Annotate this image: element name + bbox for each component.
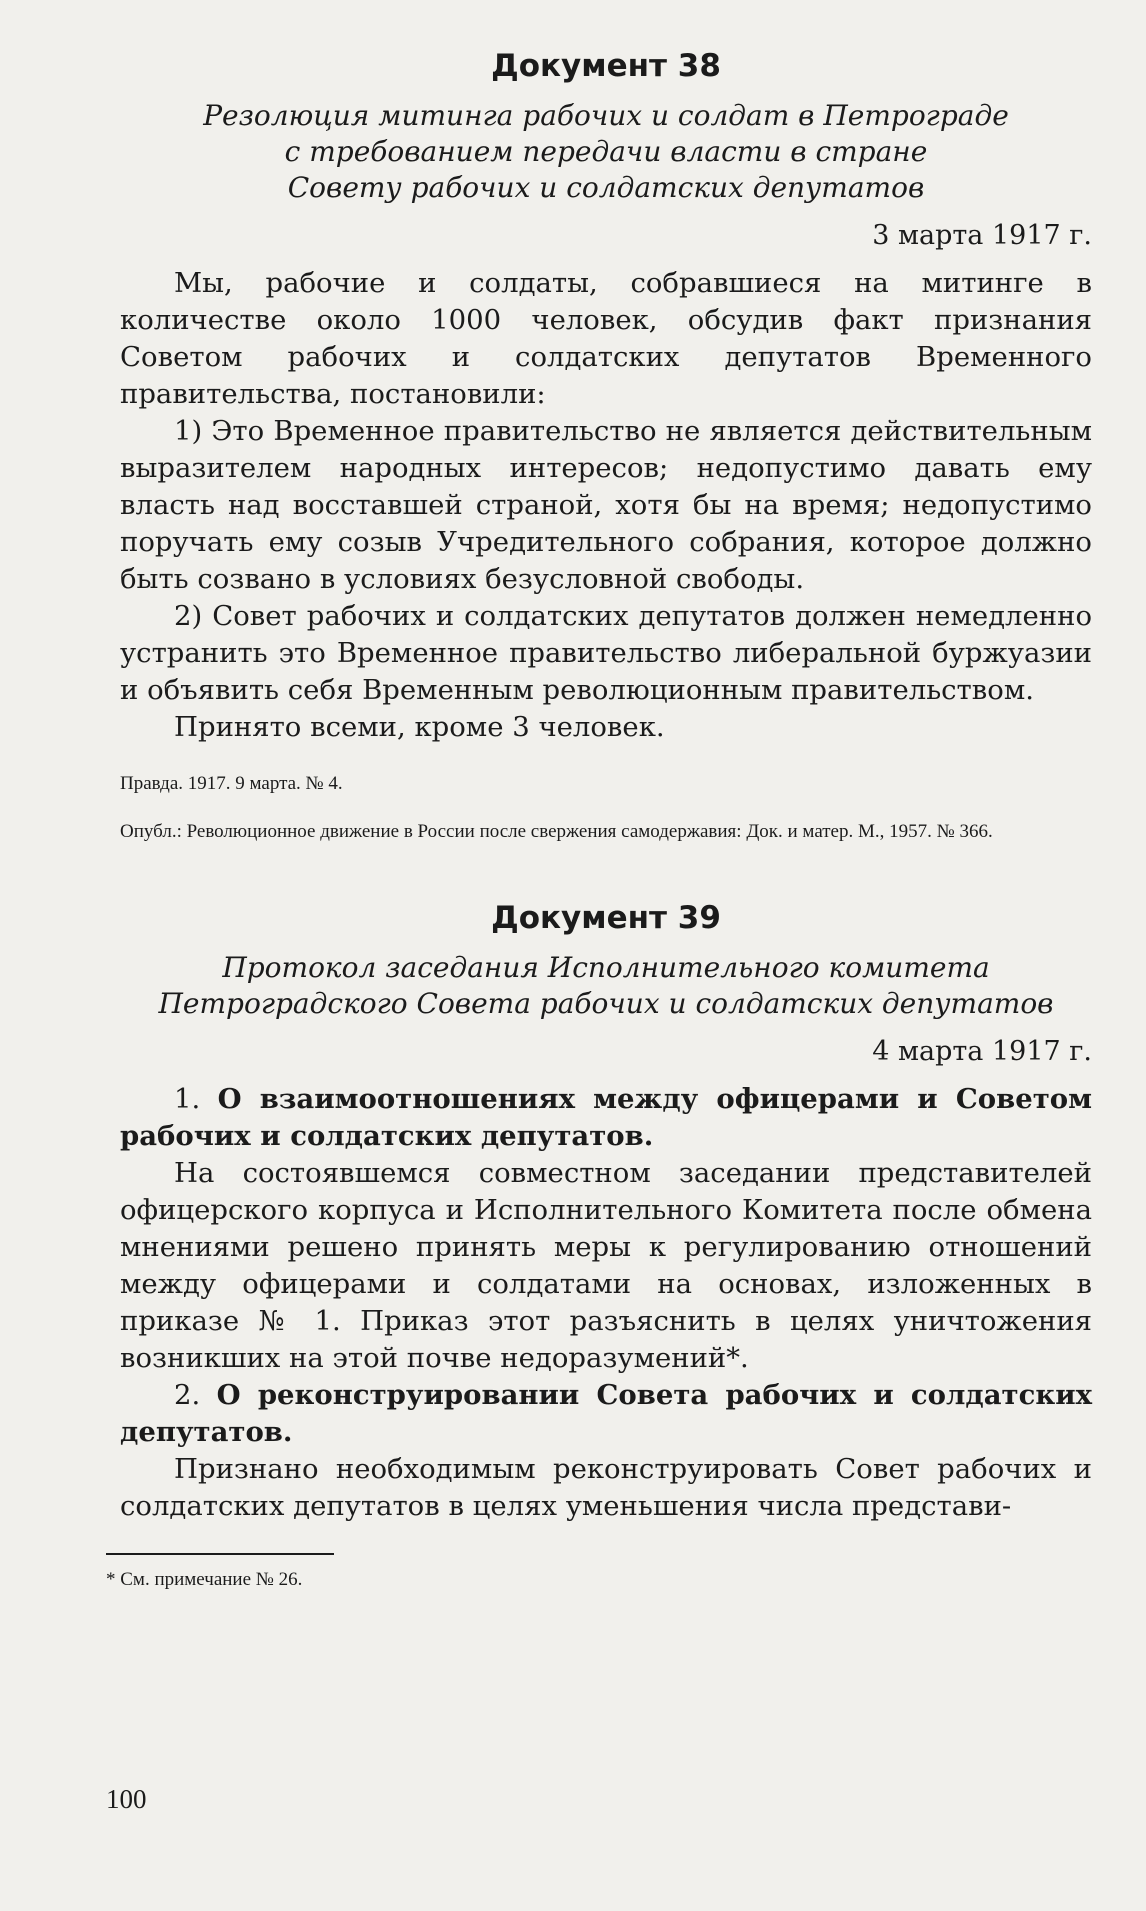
paragraph: 2) Совет рабочих и солдатских депутатов должен немедленно устранить это Временное правительство либеральной буржуазии и объявить себя Временным революционным правительством. (120, 600, 1092, 706)
publication-citation: Опубл.: Революционное движение в России после свержения самодержавия: Док. и матер. М., 1957. № 366. (120, 821, 993, 842)
document-39 (120, 900, 1092, 1525)
document-39-date: 4 марта 1917 г. (872, 1036, 1092, 1067)
document-39-title: Документ 39 (491, 900, 721, 936)
section-number: 2. (174, 1379, 217, 1411)
page-number: 100 (106, 1784, 147, 1814)
paragraph: Признано необходимым реконструировать Совет рабочих и солдатских депутатов в целях уменьшения числа представи- (120, 1453, 1092, 1522)
subtitle-line: с требованием передачи власти в стране (284, 135, 928, 168)
document-39-subtitle (120, 950, 1092, 1022)
subtitle-line: Совету рабочих и солдатских депутатов (287, 171, 925, 204)
footnote: * См. примечание № 26. (106, 1569, 303, 1590)
source-citation: Правда. 1917. 9 марта. № 4. (120, 773, 343, 794)
document-page (106, 48, 1092, 1591)
paragraph: На состоявшемся совместном заседании представителей офицерского корпуса и Исполнительного Комитета после обмена мнениями решено принять меры к регулированию отношений между офицерами и солдатами на основах, изложенных в приказе № 1. Приказ этот разъяснить в целях уничтожения возникших на этой почве недоразумений*. (120, 1157, 1092, 1374)
paragraph: Принято всеми, кроме 3 человек. (174, 711, 665, 743)
section-heading-2 (120, 1377, 1092, 1451)
document-38-title: Документ 38 (491, 48, 721, 84)
subtitle-line: Петроградского Совета рабочих и солдатских депутатов (158, 987, 1054, 1020)
document-38-date: 3 марта 1917 г. (872, 220, 1092, 251)
section-heading-text: О взаимоотношениях между офицерами и Советом рабочих и солдатских депутатов. (120, 1083, 1092, 1152)
subtitle-line: Резолюция митинга рабочих и солдат в Петрограде (203, 99, 1009, 132)
section-heading-text: О реконструировании Совета рабочих и солдатских депутатов. (120, 1379, 1092, 1448)
footnote-divider (106, 1553, 334, 1555)
subtitle-line: Протокол заседания Исполнительного комитета (222, 951, 990, 984)
paragraph: 1) Это Временное правительство не является действительным выразителем народных интересов; недопустимо давать ему власть над восставшей страной, хотя бы на время; недопустимо поручать ему созыв Учредительного собрания, которое должно быть созвано в условиях безусловной свободы. (120, 415, 1092, 595)
document-38-subtitle (120, 98, 1092, 206)
paragraph: Мы, рабочие и солдаты, собравшиеся на митинге в количестве около 1000 человек, обсудив факт признания Советом рабочих и солдатских депутатов Временного правительства, постановили: (120, 267, 1092, 410)
section-heading-1 (120, 1081, 1092, 1155)
section-number: 1. (174, 1083, 218, 1115)
